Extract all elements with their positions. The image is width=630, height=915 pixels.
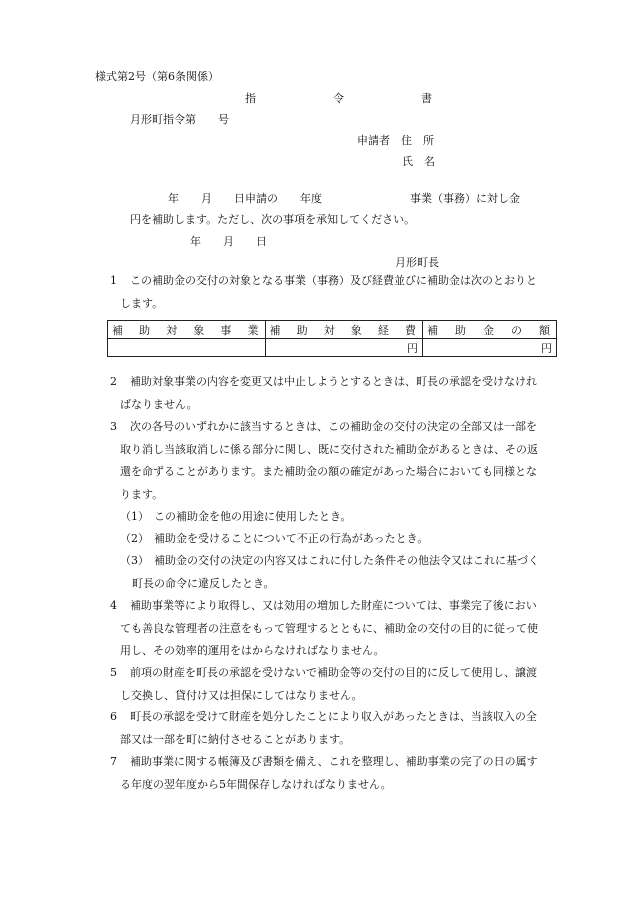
applicant-name-label: 氏 名: [402, 155, 435, 168]
sub-item-text: 町長の命令に違反したとき。: [132, 576, 275, 590]
item-text: ても善良な管理者の注意をもって管理するとともに、補助金の交付の目的に従って使: [120, 621, 538, 635]
item-number: 7: [110, 755, 117, 768]
item-number: 1: [110, 274, 117, 287]
item-4: [110, 595, 580, 663]
sub-item-number: （3）: [120, 554, 149, 567]
item-text: 補助事業に関する帳簿及び書類を備え、これを整理し、補助事業の完了の日の属す: [130, 755, 538, 768]
item-6: [110, 706, 580, 751]
item-text: 取り消し当該取消しに係る部分に関し、既に交付された補助金があるときは、その返: [120, 442, 538, 456]
item-number: 5: [110, 666, 117, 679]
table-row: [108, 339, 557, 357]
item-text: ばなりません。: [120, 397, 198, 411]
item-number: 2: [110, 375, 117, 388]
item-1: [110, 270, 580, 315]
table-cell: [108, 339, 266, 357]
item-text: ります。: [120, 487, 164, 501]
item-number: 6: [110, 710, 117, 723]
item-5: [110, 662, 580, 707]
table-header-cell: 補助対象事業: [108, 321, 266, 339]
item-text: 還を命ずることがあります。また補助金の額の確定があった場合においても同様とな: [120, 465, 538, 478]
item-7: [110, 751, 580, 796]
item-text: 次の各号のいずれかに該当するときは、この補助金の交付の決定の全部又は一部を: [130, 420, 537, 433]
item-text: 部又は一部を町に納付させることがあります。: [120, 732, 351, 746]
document-title: 指 令 書: [245, 92, 432, 105]
sub-item-3: [120, 550, 580, 595]
item-number: 3: [110, 420, 117, 433]
item-3: [110, 416, 580, 506]
item-text: します。: [120, 296, 164, 310]
sub-item-text: この補助金を他の用途に使用したとき。: [154, 510, 352, 523]
table-header-row: [108, 321, 557, 339]
table-cell: 円: [423, 339, 557, 357]
table-cell: 円: [265, 339, 423, 357]
issue-date: 年 月 日: [190, 235, 267, 248]
sub-item-text: 補助金の交付の決定の内容又はこれに付した条件その他法令又はこれに基づく: [154, 554, 539, 567]
sub-item-number: （2）: [120, 532, 149, 545]
item-text: 補助対象事業の内容を変更又は中止しようとするときは、町長の承認を受けなけれ: [130, 375, 537, 388]
sub-item-2: [120, 528, 580, 551]
table-header-cell: 補助対象経費: [265, 321, 423, 339]
item-number: 4: [110, 599, 117, 612]
item-text: る年度の翌年度から5年間保存しなければなりません。: [120, 777, 392, 791]
applicant-address-label: 申請者 住 所: [357, 134, 434, 147]
item-text: 用し、その効率的運用をはからなければなりません。: [120, 644, 385, 657]
sub-item-1: [120, 506, 580, 529]
issuer: 月形町長: [395, 256, 439, 269]
grant-table: [107, 320, 557, 357]
body-line-1: 年 月 日申請の 年度 事業（事務）に対し金: [168, 192, 520, 205]
table-header-cell: 補助金の額: [423, 321, 557, 339]
body-line-2: 円を補助します。ただし、次の事項を承知してください。: [130, 213, 416, 226]
order-number: 月形町指令第 号: [130, 113, 229, 126]
sub-item-text: 補助金を受けることについて不正の行為があったとき。: [154, 532, 429, 545]
item-text: し交換し、貸付け又は担保にしてはなりません。: [120, 688, 363, 702]
item-text: 補助事業等により取得し、又は効用の増加した財産については、事業完了後におい: [130, 599, 537, 612]
form-label: 様式第2号（第6条関係）: [95, 70, 219, 83]
item-2: [110, 371, 580, 416]
sub-item-number: （1）: [120, 510, 149, 523]
item-text: この補助金の交付の対象となる事業（事務）及び経費並びに補助金は次のとおりと: [130, 274, 537, 287]
item-text: 前項の財産を町長の承認を受けないで補助金等の交付の目的に反して使用し、譲渡: [130, 666, 537, 679]
item-text: 町長の承認を受けて財産を処分したことにより収入があったときは、当該収入の全: [130, 710, 537, 723]
